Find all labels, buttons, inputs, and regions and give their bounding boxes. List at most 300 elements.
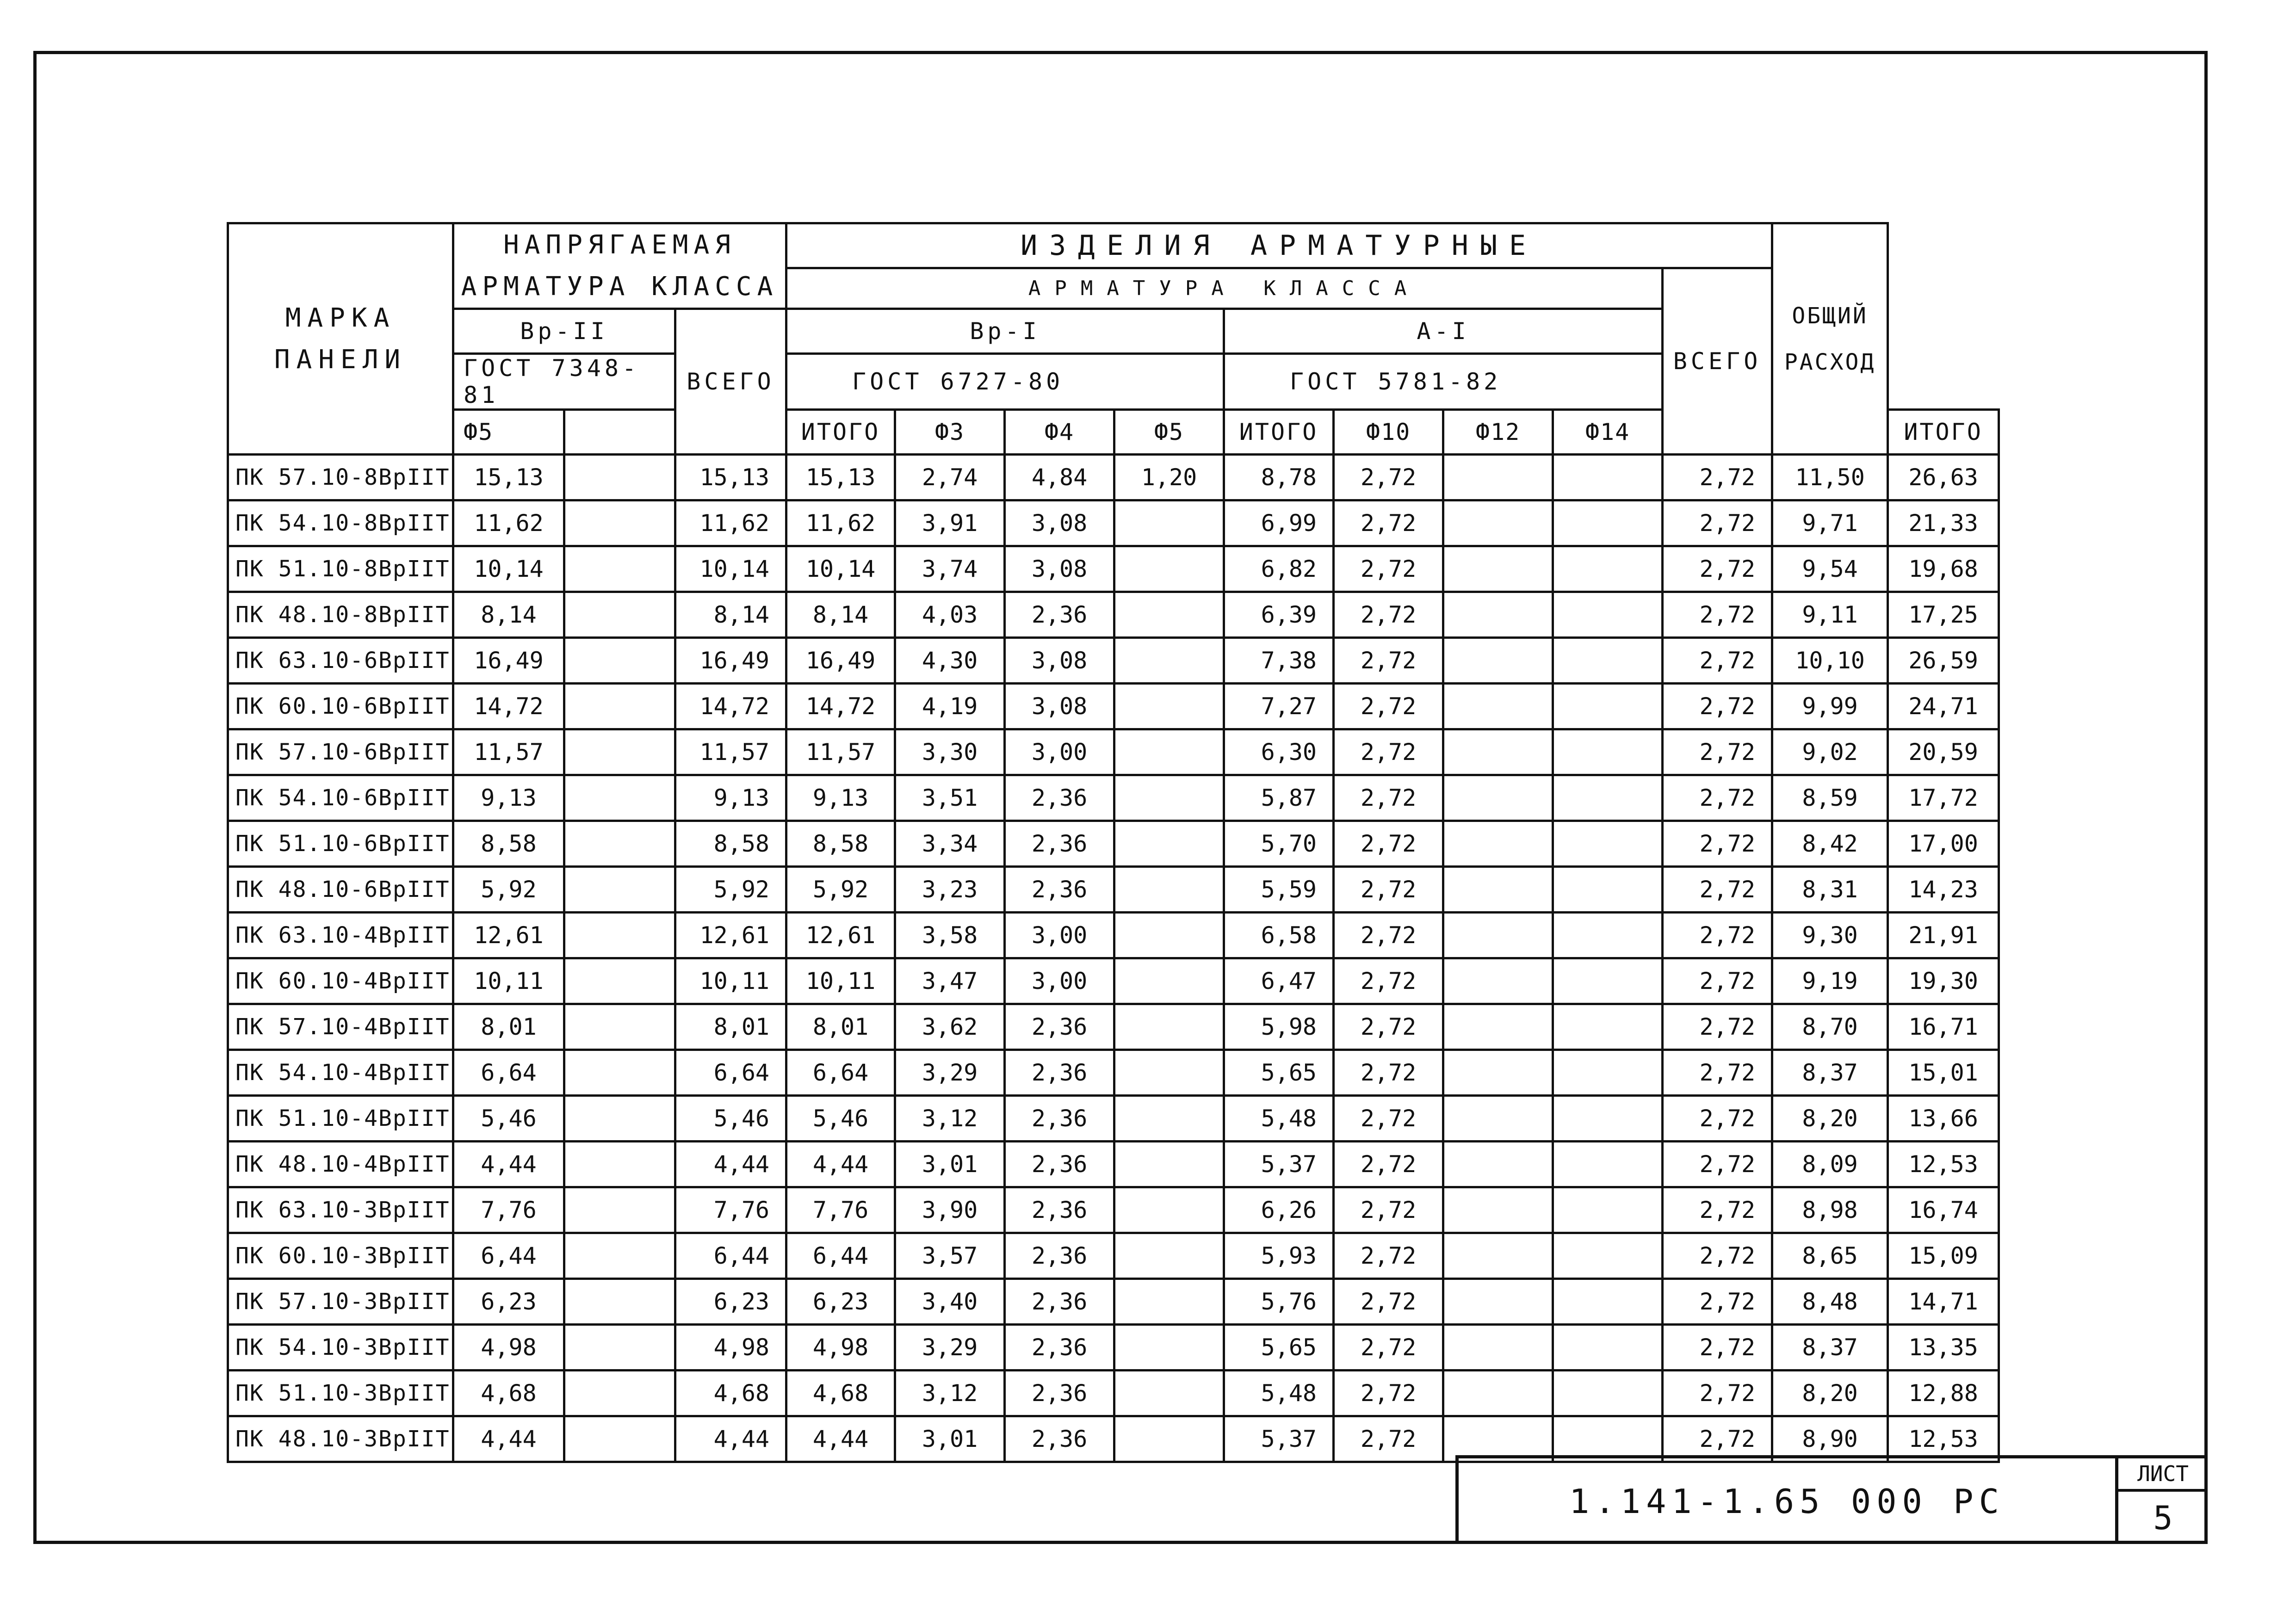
cell-itogo3: 2,72: [1663, 1004, 1772, 1050]
col-f4-header: Ф4: [1005, 410, 1114, 455]
cell-f12: [1443, 775, 1553, 821]
cell-mark: ПК 51.10-8ВрIIТ: [228, 546, 453, 592]
cell-f10: 2,72: [1334, 638, 1443, 684]
cell-vsego2: 8,65: [1772, 1233, 1888, 1279]
cell-f12: [1443, 1233, 1553, 1279]
cell-itogo2: 5,65: [1224, 1050, 1334, 1096]
cell-f10: 2,72: [1334, 1050, 1443, 1096]
cell-f3: 3,57: [895, 1233, 1005, 1279]
title-block: [1455, 1455, 2208, 1544]
cell-f3: 3,47: [895, 958, 1005, 1004]
cell-total: 13,35: [1888, 1325, 1999, 1371]
cell-f3: 3,90: [895, 1187, 1005, 1233]
cell-f4: 3,00: [1005, 913, 1114, 958]
cell-itogo3: 2,72: [1663, 500, 1772, 546]
cell-vsego: 5,46: [786, 1096, 895, 1142]
cell-itogo1: 7,76: [675, 1187, 786, 1233]
cell-f4: 3,08: [1005, 638, 1114, 684]
cell-f14: [1553, 546, 1663, 592]
cell-f4: 3,00: [1005, 729, 1114, 775]
cell-itogo3: 2,72: [1663, 1142, 1772, 1187]
table-row: [228, 1279, 1999, 1325]
cell-itogo1: 4,44: [675, 1142, 786, 1187]
cell-mark: ПК 51.10-4ВрIIТ: [228, 1096, 453, 1142]
cell-f12: [1443, 638, 1553, 684]
cell-f14: [1553, 1050, 1663, 1096]
cell-total: 15,01: [1888, 1050, 1999, 1096]
cell-f12: [1443, 546, 1553, 592]
table-row: [228, 1050, 1999, 1096]
cell-f5b: [1114, 913, 1224, 958]
cell-f4: 2,36: [1005, 1142, 1114, 1187]
cell-itogo1: 5,92: [675, 867, 786, 913]
cell-itogo1: 4,68: [675, 1371, 786, 1416]
cell-f12: [1443, 913, 1553, 958]
cell-mark: ПК 54.10-4ВрIIТ: [228, 1050, 453, 1096]
cell-f14: [1553, 913, 1663, 958]
cell-total: 14,23: [1888, 867, 1999, 913]
cell-f5: 8,58: [453, 821, 564, 867]
cell-itogo2: 5,48: [1224, 1371, 1334, 1416]
cell-f12: [1443, 684, 1553, 729]
cell-total: 24,71: [1888, 684, 1999, 729]
cell-empty: [564, 1416, 675, 1462]
cell-f4: 2,36: [1005, 1187, 1114, 1233]
cell-mark: ПК 51.10-6ВрIIТ: [228, 821, 453, 867]
cell-vsego2: 9,02: [1772, 729, 1888, 775]
cell-itogo3: 2,72: [1663, 1279, 1772, 1325]
cell-itogo3: 2,72: [1663, 1187, 1772, 1233]
cell-vsego: 6,64: [786, 1050, 895, 1096]
cell-f14: [1553, 1371, 1663, 1416]
cell-total: 21,91: [1888, 913, 1999, 958]
cell-f14: [1553, 1004, 1663, 1050]
cell-vsego: 16,49: [786, 638, 895, 684]
cell-mark: ПК 54.10-6ВрIIТ: [228, 775, 453, 821]
cell-itogo1: 11,57: [675, 729, 786, 775]
cell-empty: [564, 729, 675, 775]
cell-f5b: [1114, 1371, 1224, 1416]
table-row: [228, 1187, 1999, 1233]
cell-f4: 2,36: [1005, 1096, 1114, 1142]
cell-f10: 2,72: [1334, 455, 1443, 500]
cell-f3: 3,01: [895, 1142, 1005, 1187]
cell-itogo3: 2,72: [1663, 1325, 1772, 1371]
cell-f4: 3,00: [1005, 958, 1114, 1004]
table-row: [228, 913, 1999, 958]
cell-f5b: [1114, 821, 1224, 867]
cell-f3: 4,19: [895, 684, 1005, 729]
cell-itogo2: 5,59: [1224, 867, 1334, 913]
cell-f5b: [1114, 592, 1224, 638]
cell-itogo2: 5,87: [1224, 775, 1334, 821]
cell-vsego: 4,68: [786, 1371, 895, 1416]
cell-itogo2: 6,99: [1224, 500, 1334, 546]
cell-itogo1: 16,49: [675, 638, 786, 684]
cell-empty: [564, 1004, 675, 1050]
cell-f4: 2,36: [1005, 1233, 1114, 1279]
cell-f5: 8,01: [453, 1004, 564, 1050]
cell-itogo2: 6,26: [1224, 1187, 1334, 1233]
cell-total: 16,74: [1888, 1187, 1999, 1233]
cell-f14: [1553, 1096, 1663, 1142]
cell-itogo2: 5,76: [1224, 1279, 1334, 1325]
cell-f5: 8,14: [453, 592, 564, 638]
cell-f5b: [1114, 729, 1224, 775]
cell-f4: 2,36: [1005, 1371, 1114, 1416]
sheet-label: ЛИСТ: [2118, 1458, 2208, 1492]
cell-total: 12,53: [1888, 1416, 1999, 1462]
cell-f4: 2,36: [1005, 1050, 1114, 1096]
cell-itogo2: 6,58: [1224, 913, 1334, 958]
col-f14-header: Ф14: [1553, 410, 1663, 455]
table-row: [228, 1325, 1999, 1371]
cell-itogo2: 6,39: [1224, 592, 1334, 638]
cell-mark: ПК 57.10-4ВрIIТ: [228, 1004, 453, 1050]
cell-f4: 2,36: [1005, 1279, 1114, 1325]
cell-mark: ПК 54.10-3ВрIIТ: [228, 1325, 453, 1371]
cell-mark: ПК 60.10-6ВрIIТ: [228, 684, 453, 729]
cell-total: 15,09: [1888, 1233, 1999, 1279]
cell-f3: 3,58: [895, 913, 1005, 958]
cell-total: 12,53: [1888, 1142, 1999, 1187]
cell-itogo2: 6,47: [1224, 958, 1334, 1004]
aI-header: А-I: [1224, 309, 1663, 354]
cell-f14: [1553, 729, 1663, 775]
table-row: [228, 729, 1999, 775]
cell-itogo2: 6,82: [1224, 546, 1334, 592]
cell-f14: [1553, 638, 1663, 684]
cell-itogo2: 7,27: [1224, 684, 1334, 729]
cell-vsego: 15,13: [786, 455, 895, 500]
cell-itogo2: 5,70: [1224, 821, 1334, 867]
cell-f5b: [1114, 1096, 1224, 1142]
cell-mark: ПК 60.10-3ВрIIТ: [228, 1233, 453, 1279]
col-itogo2-header: ИТОГО: [1224, 410, 1334, 455]
cell-f10: 2,72: [1334, 729, 1443, 775]
cell-f12: [1443, 1004, 1553, 1050]
cell-vsego: 9,13: [786, 775, 895, 821]
table-row: [228, 638, 1999, 684]
cell-f3: 4,30: [895, 638, 1005, 684]
cell-vsego: 6,44: [786, 1233, 895, 1279]
cell-f3: 3,51: [895, 775, 1005, 821]
cell-itogo2: 5,37: [1224, 1416, 1334, 1462]
cell-total: 13,66: [1888, 1096, 1999, 1142]
document-code: 1.141-1.65 000 РС: [1569, 1482, 2005, 1521]
cell-f10: 2,72: [1334, 913, 1443, 958]
cell-total: 19,30: [1888, 958, 1999, 1004]
cell-vsego2: 8,48: [1772, 1279, 1888, 1325]
cell-itogo1: 4,98: [675, 1325, 786, 1371]
cell-f10: 2,72: [1334, 684, 1443, 729]
col-empty-header: [564, 410, 675, 455]
cell-vsego: 5,92: [786, 867, 895, 913]
cell-total: 16,71: [1888, 1004, 1999, 1050]
cell-f5: 5,46: [453, 1096, 564, 1142]
cell-f10: 2,72: [1334, 775, 1443, 821]
cell-itogo1: 5,46: [675, 1096, 786, 1142]
cell-f12: [1443, 821, 1553, 867]
cell-vsego: 7,76: [786, 1187, 895, 1233]
cell-f14: [1553, 1187, 1663, 1233]
cell-vsego: 10,11: [786, 958, 895, 1004]
cell-itogo2: 5,93: [1224, 1233, 1334, 1279]
cell-f5: 4,98: [453, 1325, 564, 1371]
cell-vsego2: 8,37: [1772, 1325, 1888, 1371]
cell-f4: 2,36: [1005, 592, 1114, 638]
cell-f10: 2,72: [1334, 1187, 1443, 1233]
cell-f12: [1443, 1096, 1553, 1142]
cell-vsego: 8,01: [786, 1004, 895, 1050]
cell-total: 26,59: [1888, 638, 1999, 684]
cell-f12: [1443, 1187, 1553, 1233]
cell-f12: [1443, 867, 1553, 913]
cell-f12: [1443, 1142, 1553, 1187]
cell-f3: 3,62: [895, 1004, 1005, 1050]
cell-empty: [564, 1325, 675, 1371]
table-row: [228, 821, 1999, 867]
cell-mark: ПК 63.10-3ВрIIТ: [228, 1187, 453, 1233]
cell-itogo1: 4,44: [675, 1416, 786, 1462]
cell-f5b: [1114, 684, 1224, 729]
vrII-header: Вр-II: [453, 309, 675, 354]
cell-f10: 2,72: [1334, 821, 1443, 867]
cell-f10: 2,72: [1334, 1004, 1443, 1050]
cell-f5b: [1114, 958, 1224, 1004]
cell-mark: ПК 48.10-8ВрIIТ: [228, 592, 453, 638]
col-f5b-header: Ф5: [1114, 410, 1224, 455]
sheet-box: [2115, 1458, 2208, 1544]
col-f5-header: Ф5: [453, 410, 564, 455]
cell-f4: 4,84: [1005, 455, 1114, 500]
cell-f5b: [1114, 1050, 1224, 1096]
cell-empty: [564, 1279, 675, 1325]
cell-empty: [564, 1096, 675, 1142]
cell-f5b: [1114, 867, 1224, 913]
cell-vsego: 4,98: [786, 1325, 895, 1371]
cell-empty: [564, 638, 675, 684]
table-row: [228, 1233, 1999, 1279]
col-f12-header: Ф12: [1443, 410, 1553, 455]
cell-f3: 3,30: [895, 729, 1005, 775]
table-row: [228, 592, 1999, 638]
cell-vsego: 8,14: [786, 592, 895, 638]
izdelia-header: ИЗДЕЛИЯ АРМАТУРНЫЕ: [786, 223, 1772, 268]
cell-f5b: [1114, 775, 1224, 821]
cell-f14: [1553, 592, 1663, 638]
cell-itogo1: 10,11: [675, 958, 786, 1004]
cell-vsego2: 8,42: [1772, 821, 1888, 867]
cell-f5b: [1114, 1279, 1224, 1325]
cell-total: 17,72: [1888, 775, 1999, 821]
cell-vsego2: 9,11: [1772, 592, 1888, 638]
col-itogo1-header: ИТОГО: [786, 410, 895, 455]
cell-empty: [564, 775, 675, 821]
cell-itogo3: 2,72: [1663, 1416, 1772, 1462]
cell-itogo1: 9,13: [675, 775, 786, 821]
cell-itogo2: 8,78: [1224, 455, 1334, 500]
cell-itogo3: 2,72: [1663, 1371, 1772, 1416]
sheet-number: 5: [2153, 1499, 2173, 1537]
cell-vsego: 11,62: [786, 500, 895, 546]
cell-empty: [564, 1142, 675, 1187]
cell-f5b: [1114, 1187, 1224, 1233]
cell-f5: 11,57: [453, 729, 564, 775]
cell-f5: 10,14: [453, 546, 564, 592]
cell-f12: [1443, 500, 1553, 546]
cell-f10: 2,72: [1334, 1096, 1443, 1142]
cell-empty: [564, 546, 675, 592]
cell-f3: 3,91: [895, 500, 1005, 546]
cell-empty: [564, 684, 675, 729]
cell-f14: [1553, 821, 1663, 867]
cell-itogo1: 11,62: [675, 500, 786, 546]
cell-f5: 6,64: [453, 1050, 564, 1096]
cell-empty: [564, 1233, 675, 1279]
drawing-frame-right-edge: [2204, 51, 2208, 1544]
cell-vsego2: 8,20: [1772, 1371, 1888, 1416]
cell-itogo3: 2,72: [1663, 546, 1772, 592]
cell-itogo1: 10,14: [675, 546, 786, 592]
cell-total: 26,63: [1888, 455, 1999, 500]
cell-vsego2: 8,37: [1772, 1050, 1888, 1096]
cell-f14: [1553, 867, 1663, 913]
cell-f3: 3,12: [895, 1371, 1005, 1416]
cell-f3: 3,29: [895, 1325, 1005, 1371]
table-row: [228, 1096, 1999, 1142]
col-f10-header: Ф10: [1334, 410, 1443, 455]
cell-vsego: 10,14: [786, 546, 895, 592]
cell-itogo1: 8,01: [675, 1004, 786, 1050]
cell-itogo3: 2,72: [1663, 1050, 1772, 1096]
cell-f3: 3,12: [895, 1096, 1005, 1142]
cell-f4: 2,36: [1005, 775, 1114, 821]
cell-total: 17,25: [1888, 592, 1999, 638]
cell-f4: 2,36: [1005, 1004, 1114, 1050]
marka-header: МАРКА ПАНЕЛИ: [228, 223, 453, 455]
table-row: [228, 958, 1999, 1004]
cell-vsego: 8,58: [786, 821, 895, 867]
cell-vsego2: 9,99: [1772, 684, 1888, 729]
cell-f10: 2,72: [1334, 1371, 1443, 1416]
cell-f3: 3,74: [895, 546, 1005, 592]
cell-f12: [1443, 1279, 1553, 1325]
cell-f5: 4,44: [453, 1416, 564, 1462]
reinforcement-spec-table: [227, 222, 2000, 1463]
cell-f5b: [1114, 1004, 1224, 1050]
cell-itogo1: 6,64: [675, 1050, 786, 1096]
cell-f5b: [1114, 638, 1224, 684]
table-row: [228, 500, 1999, 546]
armatura-klassa-header: АРМАТУРА КЛАССА: [786, 268, 1663, 309]
table-row: [228, 1004, 1999, 1050]
cell-mark: ПК 57.10-3ВрIIТ: [228, 1279, 453, 1325]
cell-mark: ПК 54.10-8ВрIIТ: [228, 500, 453, 546]
cell-f4: 2,36: [1005, 1416, 1114, 1462]
cell-empty: [564, 1371, 675, 1416]
cell-empty: [564, 1187, 675, 1233]
cell-itogo1: 6,23: [675, 1279, 786, 1325]
cell-f4: 3,08: [1005, 500, 1114, 546]
cell-vsego2: 8,98: [1772, 1187, 1888, 1233]
cell-vsego: 4,44: [786, 1142, 895, 1187]
cell-f12: [1443, 1371, 1553, 1416]
cell-f10: 2,72: [1334, 1416, 1443, 1462]
cell-f12: [1443, 958, 1553, 1004]
cell-itogo3: 2,72: [1663, 1233, 1772, 1279]
cell-f4: 3,08: [1005, 684, 1114, 729]
cell-empty: [564, 867, 675, 913]
cell-vsego2: 9,71: [1772, 500, 1888, 546]
table-body: [228, 455, 1999, 1462]
cell-f5b: [1114, 546, 1224, 592]
cell-empty: [564, 958, 675, 1004]
cell-f3: 3,01: [895, 1416, 1005, 1462]
cell-vsego2: 8,31: [1772, 867, 1888, 913]
cell-f5: 4,44: [453, 1142, 564, 1187]
cell-f3: 3,34: [895, 821, 1005, 867]
cell-f3: 3,23: [895, 867, 1005, 913]
cell-f5: 16,49: [453, 638, 564, 684]
cell-f12: [1443, 592, 1553, 638]
cell-f14: [1553, 455, 1663, 500]
cell-vsego: 11,57: [786, 729, 895, 775]
cell-vsego: 12,61: [786, 913, 895, 958]
cell-f12: [1443, 1050, 1553, 1096]
cell-itogo1: 14,72: [675, 684, 786, 729]
cell-itogo3: 2,72: [1663, 1096, 1772, 1142]
table-header: [228, 223, 1999, 455]
cell-f10: 2,72: [1334, 1279, 1443, 1325]
cell-vsego2: 9,19: [1772, 958, 1888, 1004]
cell-f14: [1553, 775, 1663, 821]
cell-f3: 2,74: [895, 455, 1005, 500]
cell-f14: [1553, 958, 1663, 1004]
cell-f5: 12,61: [453, 913, 564, 958]
cell-mark: ПК 48.10-4ВрIIТ: [228, 1142, 453, 1187]
cell-vsego2: 8,70: [1772, 1004, 1888, 1050]
col-itogo3-header: ИТОГО: [1888, 410, 1999, 455]
cell-f10: 2,72: [1334, 592, 1443, 638]
cell-f14: [1553, 684, 1663, 729]
cell-f4: 2,36: [1005, 1325, 1114, 1371]
table-row: [228, 775, 1999, 821]
cell-f5b: [1114, 1325, 1224, 1371]
cell-itogo3: 2,72: [1663, 684, 1772, 729]
cell-f14: [1553, 1279, 1663, 1325]
cell-total: 12,88: [1888, 1371, 1999, 1416]
cell-f14: [1553, 1233, 1663, 1279]
cell-itogo3: 2,72: [1663, 913, 1772, 958]
cell-itogo3: 2,72: [1663, 821, 1772, 867]
cell-empty: [564, 913, 675, 958]
cell-itogo1: 8,14: [675, 592, 786, 638]
cell-f4: 2,36: [1005, 821, 1114, 867]
cell-f10: 2,72: [1334, 1233, 1443, 1279]
cell-mark: ПК 48.10-6ВрIIТ: [228, 867, 453, 913]
cell-itogo3: 2,72: [1663, 775, 1772, 821]
cell-f10: 2,72: [1334, 958, 1443, 1004]
cell-empty: [564, 592, 675, 638]
cell-itogo1: 8,58: [675, 821, 786, 867]
cell-vsego: 14,72: [786, 684, 895, 729]
cell-f5: 9,13: [453, 775, 564, 821]
cell-itogo2: 5,37: [1224, 1142, 1334, 1187]
cell-mark: ПК 63.10-6ВрIIТ: [228, 638, 453, 684]
table-row: [228, 684, 1999, 729]
cell-vsego2: 10,10: [1772, 638, 1888, 684]
